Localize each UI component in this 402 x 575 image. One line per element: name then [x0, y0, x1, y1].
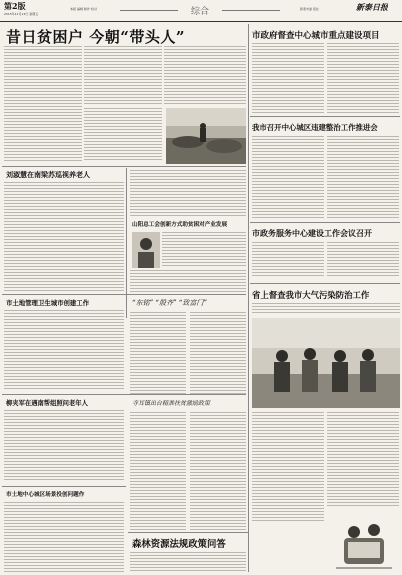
article-7-body-b: [327, 412, 399, 508]
article-5-body-b: [130, 270, 246, 292]
article-10-body: [4, 410, 124, 482]
article-title-4: 刘淑慧在南梁苏巡视养老人: [6, 170, 90, 179]
article-11-body-b: [190, 412, 246, 530]
article-4-body: [4, 182, 124, 292]
section-banner: [120, 4, 280, 16]
article-3-body-b: [327, 136, 399, 218]
lead-body-col2b: [84, 108, 162, 162]
masthead: [0, 0, 402, 22]
article-title-11: 寺耳镇出台精准扶贫激励政策: [132, 400, 211, 407]
article-title-9: “东铭” “殷齐” “致富门”: [132, 299, 207, 307]
article-title-2: 市政府督查中心城市重点建设项目: [252, 31, 380, 41]
field-photo-icon: [166, 108, 246, 164]
article-8-body: [4, 310, 124, 390]
cartoon-illustration-icon: [330, 512, 398, 570]
article-title-12: 市土地中心城区场景投创问题作: [6, 492, 85, 498]
article-7-body-top: [252, 303, 400, 315]
meeting-photo-icon: [252, 318, 400, 408]
article-title-3: 我市召开中心城区违建整治工作推进会: [252, 123, 378, 132]
article-title-13: 森林资源法规政策问答: [132, 539, 226, 550]
article-13-body: [130, 552, 246, 572]
newspaper-logo-icon: 新泰日报: [356, 2, 388, 12]
article-9-body-a: [130, 312, 186, 394]
article-5-body-a: [162, 232, 246, 268]
editor-line: 本版 编辑 制作 校对: [70, 7, 97, 11]
article-7-body-a: [252, 412, 324, 522]
lead-body-col2: [84, 46, 162, 106]
article-2-body-a: [252, 43, 324, 113]
article-title-10: 柳夹军在遇南帮组照问老年人: [6, 400, 88, 407]
article-6-body-a: [252, 242, 324, 278]
article-12-body: [4, 502, 124, 572]
article-title-6: 市政务服务中心建设工作会议召开: [252, 228, 372, 238]
section-title: 综合: [190, 7, 209, 16]
article-9-body-b: [190, 312, 246, 394]
article-title-7: 省上督查我市大气污染防治工作: [252, 290, 370, 300]
article-1-cont: [130, 170, 246, 216]
portrait-photo-icon: [132, 232, 160, 268]
article-2-body-b: [327, 43, 399, 113]
contact-line: 新泰市委 报社: [300, 7, 319, 11]
lead-headline: 昔日贫困户 今朝“带头人”: [6, 28, 185, 46]
lead-body-col3: [164, 46, 246, 106]
article-3-body-a: [252, 136, 324, 218]
article-title-8: 市土地管理卫生城市创建工作: [6, 299, 90, 307]
article-6-body-b: [327, 242, 399, 278]
date-line: 2015年11月13日 星期五: [4, 12, 39, 16]
page-number: 第2版: [4, 1, 26, 11]
lead-body-col1: [4, 46, 82, 162]
article-title-5: 山阳总工会创新方式助贫困对产业发展: [132, 222, 228, 228]
article-11-body-a: [130, 412, 186, 530]
